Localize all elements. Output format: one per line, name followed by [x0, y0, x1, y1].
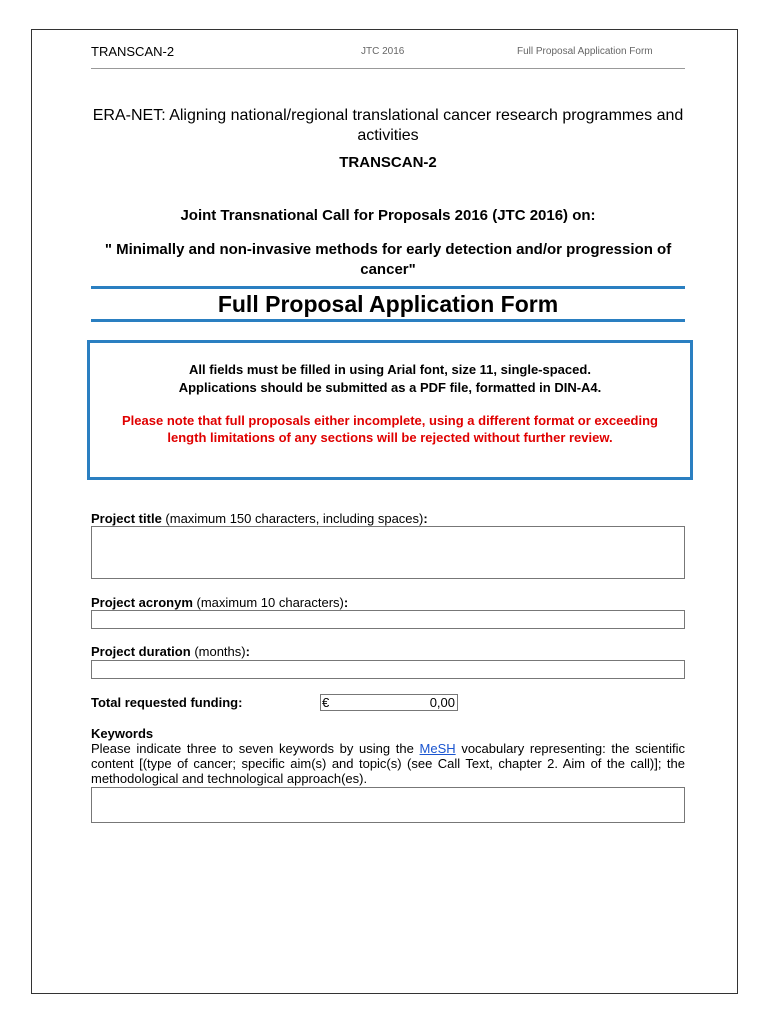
project-title-label-text: Project title: [91, 511, 162, 526]
currency-symbol: €: [322, 695, 330, 710]
keywords-text-after: vocabulary representing: the scientific content [(type of cancer; specific aim(s) and topic(s) (see Call Text, chapter 2. Aim of the call)]; the methodological and technological approach(es).: [91, 741, 685, 786]
keywords-field[interactable]: [91, 787, 685, 823]
header-divider: [91, 68, 685, 69]
notice-line-1: All fields must be filled in using Arial font, size 11, single-spaced.: [189, 362, 591, 377]
project-title-colon: :: [423, 511, 428, 526]
call-heading: Joint Transnational Call for Proposals 2016 (JTC 2016) on:: [180, 207, 596, 224]
total-funding-value: 0,00: [429, 695, 455, 710]
notice-warning: Please note that full proposals either incomplete, using a different format or exceeding length limitations of any sections will be rejected without further review.: [122, 413, 658, 445]
header-right: Full Proposal Application Form: [517, 46, 653, 57]
notice-box: [87, 340, 693, 480]
mesh-link[interactable]: MeSH: [419, 741, 456, 756]
project-title-label: [91, 511, 428, 526]
form-title: Full Proposal Application Form: [217, 291, 559, 317]
project-acronym-label-text: Project acronym: [91, 595, 193, 610]
keywords-text-before: Please indicate three to seven keywords by using the: [91, 741, 420, 756]
total-funding-field[interactable]: [320, 694, 458, 711]
project-title-field[interactable]: [91, 526, 685, 579]
project-acronym-heading: TRANSCAN-2: [339, 154, 437, 171]
header-center: JTC 2016: [361, 46, 405, 57]
call-topic: " Minimally and non-invasive methods for early detection and/or progression of cancer": [104, 241, 672, 278]
project-acronym-colon: :: [343, 595, 349, 610]
notice-instructions: [90, 361, 690, 397]
title-rule-top: [91, 286, 685, 289]
eranet-title: ERA-NET: Aligning national/regional translational cancer research programmes and activities: [92, 107, 684, 144]
total-funding-label: Total requested funding:: [91, 695, 243, 710]
project-title-hint: (maximum 150 characters, including spaces): [165, 511, 424, 526]
header-left: TRANSCAN-2: [91, 44, 175, 59]
project-duration-label-text: Project duration: [91, 644, 191, 659]
project-duration-field[interactable]: [91, 660, 685, 679]
keywords-label: Keywords: [91, 726, 154, 741]
project-duration-label: [91, 644, 250, 659]
project-acronym-label: [91, 595, 348, 610]
keywords-instructions: [91, 741, 685, 786]
project-acronym-hint: (maximum 10 characters): [196, 595, 344, 610]
project-acronym-field[interactable]: [91, 610, 685, 629]
project-duration-colon: :: [245, 644, 250, 659]
notice-line-2: Applications should be submitted as a PDF file, formatted in DIN-A4.: [178, 380, 602, 395]
project-duration-hint: (months): [194, 644, 246, 659]
title-rule-bottom: [91, 319, 685, 322]
